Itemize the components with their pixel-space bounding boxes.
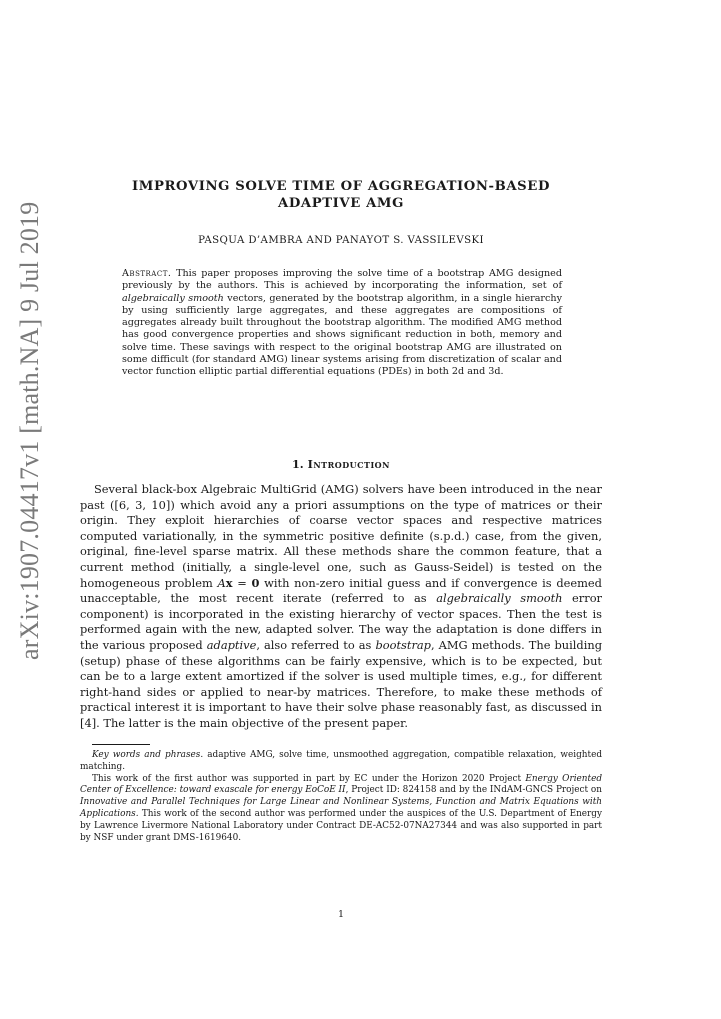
footnotes — [80, 750, 602, 844]
intro-emphasis-smooth: algebraically smooth — [436, 591, 563, 606]
funding-project-eocoe: Energy Oriented Center of Excellence: toward exascale for energy EoCoE II — [80, 773, 603, 796]
abstract-text-a: This paper proposes improving the solve time of a bootstrap AMG designed previously by the authors. This is achieved by incorporating the information, set of — [122, 268, 562, 292]
keywords-text: adaptive AMG, solve time, unsmoothed aggregation, compatible relaxation, weighted matching. — [80, 750, 603, 772]
author-list: PASQUA D’AMBRA AND PANAYOT S. VASSILEVSKI — [198, 235, 484, 246]
abstract — [122, 268, 562, 379]
intro-text-1: Several black-box Algebraic MultiGrid (AMG) solvers have been introduced in the near past ([6, 3, 10]) which avoid any a priori assumptions on the type of matrices or their origin. They exploit hierarchies of coarse vector spaces and respective matrices computed variationally, in the symmetric positive definite (s.p.d.) case, from the given, original, fine-level sparse matrix. All these methods share the common feature, that a current method (initially, a single-level one, such as Gauss-Seidel) is tested on the homogeneous problem — [80, 482, 602, 590]
abstract-emphasis: algebraically smooth — [122, 292, 224, 304]
introduction-paragraph — [80, 482, 602, 732]
intro-emphasis-bootstrap: bootstrap — [375, 637, 431, 652]
title-line-1: IMPROVING SOLVE TIME OF AGGREGATION-BASED — [132, 179, 550, 194]
abstract-text-b: vectors, generated by the bootstrap algorithm, in a single hierarchy by using sufficiently large aggregates, and these aggregates are compositions of aggregates already built throughout the bootstrap algorithm. The modified AMG method has good convergence properties and shows significant reduction in both, memory and solve time. These savings with respect to the original bootstrap AMG are illustrated on some difficult (for standard AMG) linear systems arising from discretization of scalar and vector function elliptic partial differential equations (PDEs) in both 2d and 3d. — [122, 292, 562, 378]
funding-footnote — [80, 774, 602, 845]
funding-text-b: , Project ID: 824158 and by the INdAM-GNCS Project on — [345, 785, 602, 796]
arxiv-identifier-stamp: arXiv:1907.04417v1 [math.NA] 9 Jul 2019 — [15, 201, 44, 660]
intro-emphasis-adaptive: adaptive — [206, 637, 257, 652]
intro-text-5: , AMG methods. The building (setup) phase of these algorithms can be fairly expensive, which is to be expected, but can be to a large extent amortized if the solver is used multiple times, e.g., for different right-hand sides or applied to near-by matrices. Therefore, to make these methods of practical interest it is important to have their solve phase reasonably fast, as discussed in [4]. The latter is the main objective of the present paper. — [80, 637, 602, 730]
intro-text-2: with non-zero initial guess and if convergence is deemed unacceptable, the most recent iterate (referred to as — [80, 575, 602, 606]
intro-text-3: error component) is incorporated in the existing hierarchy of vector spaces. Then the test is performed again with the new, adapted solver. The way the adaptation is done differs in the various proposed — [80, 591, 602, 652]
funding-text-a: This work of the first author was supported in part by EC under the Horizon 2020 Project — [92, 773, 526, 784]
keywords-label: Key words and phrases. — [92, 750, 204, 760]
funding-project-indam: Innovative and Parallel Techniques for Large Linear and Nonlinear Systems, Function and Matrix Equations with Applications. — [80, 797, 602, 819]
title-line-2: ADAPTIVE AMG — [278, 196, 404, 211]
keywords-footnote — [80, 750, 602, 774]
abstract-label: Abstract. — [122, 268, 172, 279]
footnote-divider — [92, 744, 150, 745]
equation-vector-x: x — [225, 575, 233, 590]
section-title: Introduction — [307, 457, 390, 471]
section-number: 1. — [292, 457, 308, 471]
page-number: 1 — [337, 909, 345, 920]
equation-matrix-a: A — [217, 575, 226, 590]
equation-equals: = — [232, 575, 252, 590]
intro-text-4: , also referred to as — [256, 637, 376, 652]
funding-text-c: This work of the second author was performed under the auspices of the U.S. Department of Energy by Lawrence Livermore National Laboratory under Contract DE-AC52-07NA27344 and was also supported in part by NSF under grant DMS-1619640. — [80, 808, 602, 843]
equation-zero-vector: 0 — [251, 575, 260, 590]
section-heading-introduction — [80, 457, 602, 471]
paper-title — [80, 178, 602, 212]
